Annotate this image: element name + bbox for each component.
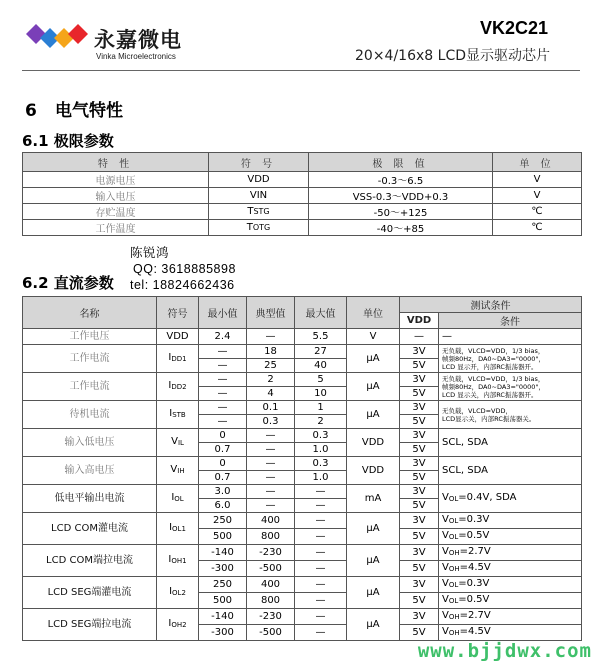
table-row	[23, 373, 582, 387]
param-name-cell: 工作电流	[23, 345, 157, 373]
vdd-cell: 3V	[400, 485, 439, 499]
header-cell: 典型值	[247, 297, 295, 329]
vdd-cell: 5V	[400, 529, 439, 545]
max-cell: —	[295, 485, 347, 499]
param-cell: 工作温度	[23, 220, 209, 236]
typ-cell: 800	[247, 593, 295, 609]
table-row	[23, 329, 582, 345]
min-cell: 0	[199, 429, 247, 443]
max-cell: 5.5	[295, 329, 347, 345]
symbol-cell: $I_{DD2}$	[157, 373, 199, 401]
typ-cell: —	[247, 471, 295, 485]
param-name-cell: 低电平输出电流	[23, 485, 157, 513]
vdd-cell: —	[400, 329, 439, 345]
typ-cell: -500	[247, 561, 295, 577]
table-header-row	[23, 153, 582, 172]
min-cell: —	[199, 359, 247, 373]
param-name-cell: 输入高电压	[23, 457, 157, 485]
condition-cell: $V_{OH}=4.5V$	[439, 561, 582, 577]
symbol-cell: $V_{IH}$	[157, 457, 199, 485]
vdd-cell: 3V	[400, 401, 439, 415]
table-row	[23, 545, 582, 561]
typ-cell: 400	[247, 577, 295, 593]
typ-cell: 800	[247, 529, 295, 545]
vdd-cell: 5V	[400, 387, 439, 401]
typ-cell: —	[247, 457, 295, 471]
min-cell: 250	[199, 513, 247, 529]
symbol-cell: $I_{STB}$	[157, 401, 199, 429]
symbol-cell: $I_{OH1}$	[157, 545, 199, 577]
param-name-cell: 待机电流	[23, 401, 157, 429]
symbol-cell: $I_{OL}$	[157, 485, 199, 513]
subsection-heading-dc: 6.2 直流参数	[22, 274, 114, 292]
vdd-cell: 5V	[400, 359, 439, 373]
absolute-max-table	[22, 152, 582, 236]
max-cell: —	[295, 609, 347, 625]
param-name-cell: 输入低电压	[23, 429, 157, 457]
header-cell: 特 性	[23, 153, 209, 172]
min-cell: 2.4	[199, 329, 247, 345]
table-row	[23, 609, 582, 625]
dc-parameter-table	[22, 296, 582, 641]
header-cell: 符 号	[209, 153, 309, 172]
vdd-cell: 3V	[400, 457, 439, 471]
header-cell: 符号	[157, 297, 199, 329]
table-row	[23, 220, 582, 236]
condition-cell: $V_{OL}=0.3V$	[439, 577, 582, 593]
table-row	[23, 188, 582, 204]
max-cell: 1.0	[295, 443, 347, 457]
min-cell: —	[199, 345, 247, 359]
value-cell: VSS-0.3～VDD+0.3	[309, 188, 493, 204]
typ-cell: 4	[247, 387, 295, 401]
value-cell: -0.3～6.5	[309, 172, 493, 188]
max-cell: —	[295, 499, 347, 513]
typ-cell: —	[247, 443, 295, 457]
table-row	[23, 401, 582, 415]
unit-cell: VDD	[347, 457, 400, 485]
max-cell: 1.0	[295, 471, 347, 485]
max-cell: —	[295, 529, 347, 545]
symbol-cell: $I_{DD1}$	[157, 345, 199, 373]
table-header-row	[23, 297, 582, 313]
table-row	[23, 204, 582, 220]
header-cell: 极 限 值	[309, 153, 493, 172]
min-cell: -300	[199, 625, 247, 641]
vdd-cell: 5V	[400, 593, 439, 609]
max-cell: 5	[295, 373, 347, 387]
condition-cell: $V_{OH}=2.7V$	[439, 545, 582, 561]
max-cell: 2	[295, 415, 347, 429]
condition-note-cell: 无负载，VLCD=VDD， LCD显示关，内部RC振荡器关。	[439, 401, 582, 429]
header-divider	[22, 70, 580, 71]
unit-cell: μA	[347, 545, 400, 577]
table-row	[23, 429, 582, 443]
vdd-cell: 3V	[400, 577, 439, 593]
max-cell: 10	[295, 387, 347, 401]
typ-cell: 0.3	[247, 415, 295, 429]
watermark: www.bjjdwx.com	[417, 640, 592, 662]
table-row	[23, 577, 582, 593]
table-row	[23, 457, 582, 471]
unit-cell: μA	[347, 577, 400, 609]
unit-cell: μA	[347, 401, 400, 429]
max-cell: 0.3	[295, 457, 347, 471]
unit-cell: μA	[347, 345, 400, 373]
condition-cell: $V_{OL}=0.5V$	[439, 593, 582, 609]
condition-cell: $V_{OL}=0.3V$	[439, 513, 582, 529]
symbol-cell: $I_{OH2}$	[157, 609, 199, 641]
max-cell: 40	[295, 359, 347, 373]
typ-cell: —	[247, 329, 295, 345]
header-cell: 最小值	[199, 297, 247, 329]
vdd-cell: 5V	[400, 415, 439, 429]
min-cell: —	[199, 373, 247, 387]
max-cell: 1	[295, 401, 347, 415]
min-cell: -140	[199, 545, 247, 561]
condition-cell: $V_{OH}=2.7V$	[439, 609, 582, 625]
max-cell: —	[295, 577, 347, 593]
vinka-logo	[24, 20, 204, 65]
min-cell: 0	[199, 457, 247, 471]
symbol-cell: $V_{IL}$	[157, 429, 199, 457]
min-cell: -300	[199, 561, 247, 577]
min-cell: —	[199, 415, 247, 429]
vdd-cell: 3V	[400, 429, 439, 443]
table-row	[23, 172, 582, 188]
condition-note-cell: 无负载，VLCD=VDD，1/3 bias， 帧频80Hz，DA0~DA3="0000"， LCD 显示关，内部RC振荡器开。	[439, 373, 582, 401]
condition-cell: SCL, SDA	[439, 457, 582, 485]
symbol-cell: VIN	[209, 188, 309, 204]
contact-tel: tel: 18824662436	[130, 278, 235, 292]
section-heading: 6 电气特性	[25, 101, 123, 121]
typ-cell: -230	[247, 609, 295, 625]
vdd-cell: 5V	[400, 471, 439, 485]
symbol-cell: TSTG	[209, 204, 309, 220]
vdd-cell: 3V	[400, 373, 439, 387]
param-name-cell: LCD COM端拉电流	[23, 545, 157, 577]
typ-cell: 0.1	[247, 401, 295, 415]
min-cell: —	[199, 401, 247, 415]
vdd-cell: 5V	[400, 625, 439, 641]
max-cell: —	[295, 513, 347, 529]
contact-name: 陈锐鸿	[130, 246, 170, 260]
min-cell: 0.7	[199, 471, 247, 485]
min-cell: 3.0	[199, 485, 247, 499]
unit-cell: VDD	[347, 429, 400, 457]
symbol-cell: VDD	[157, 329, 199, 345]
unit-cell: μA	[347, 513, 400, 545]
max-cell: —	[295, 561, 347, 577]
condition-cell: —	[439, 329, 582, 345]
param-name-cell: LCD COM灌电流	[23, 513, 157, 545]
condition-cell: SCL, SDA	[439, 429, 582, 457]
value-cell: -50～+125	[309, 204, 493, 220]
min-cell: 500	[199, 529, 247, 545]
symbol-cell: VDD	[209, 172, 309, 188]
subsection-heading-abs: 6.1 极限参数	[22, 132, 114, 150]
vdd-cell: 3V	[400, 345, 439, 359]
min-cell: —	[199, 387, 247, 401]
symbol-cell: $I_{OL1}$	[157, 513, 199, 545]
typ-cell: 400	[247, 513, 295, 529]
vdd-cell: 3V	[400, 545, 439, 561]
condition-note-cell: 无负载，VLCD=VDD，1/3 bias， 帧频80Hz，DA0~DA3="0000"， LCD 显示开，内部RC振荡器开。	[439, 345, 582, 373]
vdd-cell: 5V	[400, 561, 439, 577]
min-cell: 500	[199, 593, 247, 609]
max-cell: —	[295, 593, 347, 609]
vdd-cell: 5V	[400, 499, 439, 513]
max-cell: —	[295, 625, 347, 641]
header-cell: VDD	[400, 313, 439, 329]
param-cell: 电源电压	[23, 172, 209, 188]
unit-cell: μA	[347, 609, 400, 641]
param-name-cell: 工作电流	[23, 373, 157, 401]
symbol-cell: $I_{OL2}$	[157, 577, 199, 609]
header-cell: 名称	[23, 297, 157, 329]
diamond-logo-icon	[24, 20, 90, 60]
brand-name-cn: 永嘉微电	[94, 28, 182, 52]
header-cell: 测试条件	[400, 297, 582, 313]
symbol-cell: TOTG	[209, 220, 309, 236]
vdd-cell: 3V	[400, 513, 439, 529]
unit-cell: μA	[347, 373, 400, 401]
doc-code: VK2C21	[479, 18, 548, 38]
typ-cell: 18	[247, 345, 295, 359]
min-cell: 250	[199, 577, 247, 593]
typ-cell: 2	[247, 373, 295, 387]
header-cell: 条件	[439, 313, 582, 329]
contact-qq: QQ: 3618885898	[133, 262, 236, 276]
param-name-cell: LCD SEG端拉电流	[23, 609, 157, 641]
param-name-cell: LCD SEG端灌电流	[23, 577, 157, 609]
param-name-cell: 工作电压	[23, 329, 157, 345]
typ-cell: -500	[247, 625, 295, 641]
min-cell: -140	[199, 609, 247, 625]
unit-cell: ℃	[493, 220, 582, 236]
unit-cell: V	[493, 172, 582, 188]
condition-cell: $V_{OL}=0.5V$	[439, 529, 582, 545]
typ-cell: —	[247, 485, 295, 499]
param-cell: 输入电压	[23, 188, 209, 204]
max-cell: —	[295, 545, 347, 561]
condition-cell: $V_{OL}=0.4V$, SDA	[439, 485, 582, 513]
table-row	[23, 513, 582, 529]
table-row	[23, 485, 582, 499]
header-cell: 单 位	[493, 153, 582, 172]
min-cell: 0.7	[199, 443, 247, 457]
header-cell: 单位	[347, 297, 400, 329]
vdd-cell: 5V	[400, 443, 439, 457]
header-cell: 最大值	[295, 297, 347, 329]
param-cell: 存贮温度	[23, 204, 209, 220]
doc-subtitle: 20×4/16x8 LCD显示驱动芯片	[355, 48, 550, 64]
max-cell: 27	[295, 345, 347, 359]
vdd-cell: 3V	[400, 609, 439, 625]
brand-name-en: Vinka Microelectronics	[96, 52, 176, 61]
max-cell: 0.3	[295, 429, 347, 443]
table-row	[23, 345, 582, 359]
unit-cell: ℃	[493, 204, 582, 220]
unit-cell: V	[493, 188, 582, 204]
min-cell: 6.0	[199, 499, 247, 513]
condition-cell: $V_{OH}=4.5V$	[439, 625, 582, 641]
value-cell: -40～+85	[309, 220, 493, 236]
typ-cell: -230	[247, 545, 295, 561]
typ-cell: —	[247, 499, 295, 513]
unit-cell: V	[347, 329, 400, 345]
unit-cell: mA	[347, 485, 400, 513]
typ-cell: 25	[247, 359, 295, 373]
typ-cell: —	[247, 429, 295, 443]
